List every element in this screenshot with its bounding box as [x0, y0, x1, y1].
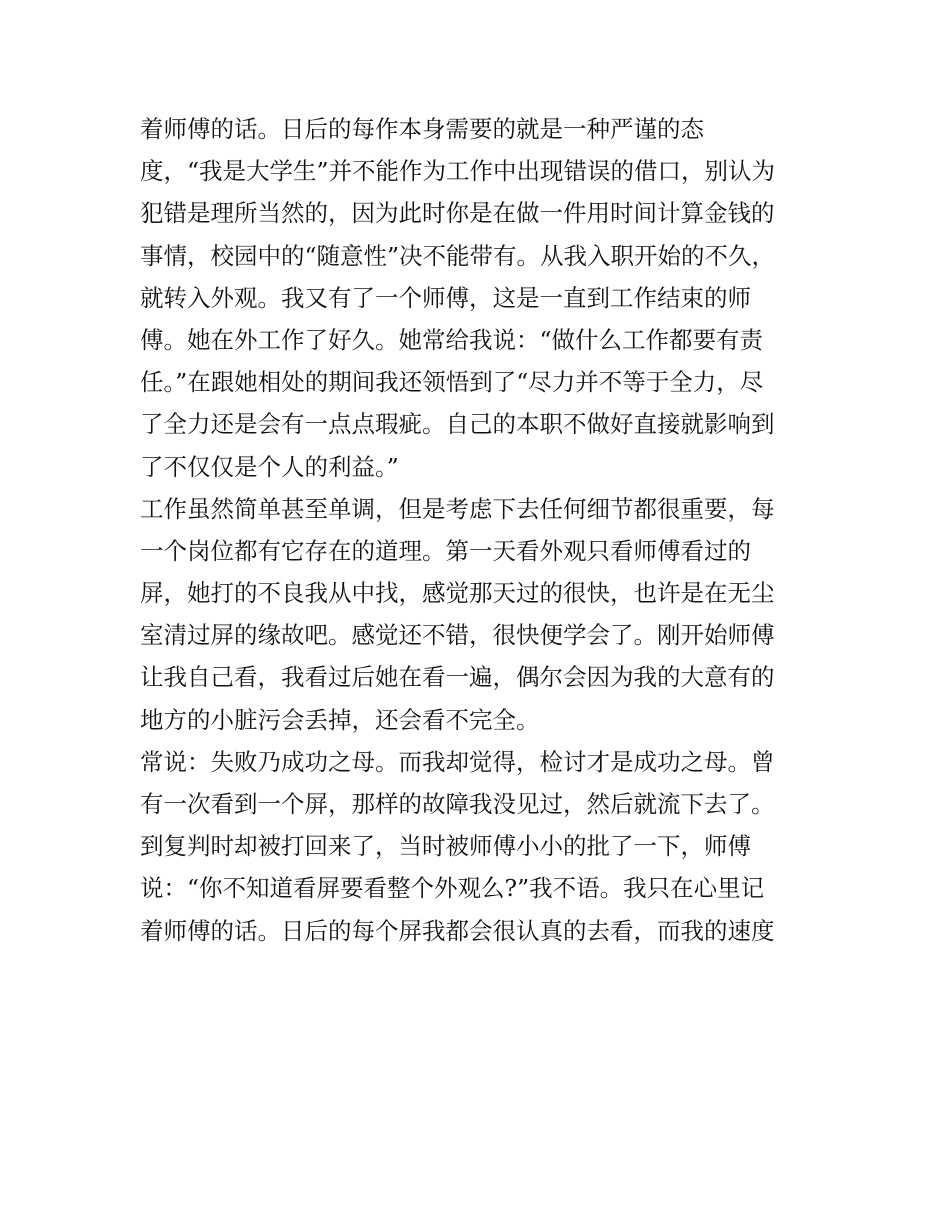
- text-line: 工作虽然简单甚至单调，但是考虑下去任何细节都很重要，每: [140, 494, 775, 523]
- text-line: 一个岗位都有它存在的道理。第一天看外观只看师傅看过的: [140, 536, 751, 565]
- text-line: 地方的小脏污会丢掉，还会看不完全。: [140, 705, 540, 734]
- text-line: 着师傅的话。日后的每作本身需要的就是一种严谨的态: [140, 115, 704, 143]
- text-line: 犯错是理所当然的，因为此时你是在做一件用时间计算金钱的: [140, 199, 775, 228]
- text-line: 事情，校园中的“随意性”决不能带有。从我入职开始的不久，: [140, 241, 776, 270]
- text-line: 到复判时却被打回来了，当时被师傅小小的批了一下，师傅: [140, 832, 751, 861]
- text-line: 有一次看到一个屏，那样的故障我没见过，然后就流下去了。: [140, 790, 775, 818]
- body-text: [140, 108, 820, 952]
- text-line: 室清过屏的缘故吧。感觉还不错，很快便学会了。刚开始师傅: [140, 621, 775, 650]
- text-line: 傅。她在外工作了好久。她常给我说：“做什么工作都要有责: [140, 325, 764, 354]
- text-line: 屏，她打的不良我从中找，感觉那天过的很快，也许是在无尘: [140, 579, 775, 608]
- text-line: 任。”在跟她相处的期间我还领悟到了“尽力并不等于全力，尽: [140, 368, 764, 397]
- text-line: 就转入外观。我又有了一个师傅，这是一直到工作结束的师: [140, 283, 751, 312]
- text-line: 了不仅仅是个人的利益。”: [140, 452, 399, 481]
- text-line: 常说：失败乃成功之母。而我却觉得，检讨才是成功之母。曾: [140, 747, 775, 776]
- text-line: 说：“你不知道看屏要看整个外观么?”我不语。我只在心里记: [140, 874, 765, 903]
- text-line: 着师傅的话。日后的每个屏我都会很认真的去看，而我的速度: [140, 916, 775, 945]
- text-line: 度，“我是大学生”并不能作为工作中出现错误的借口，别认为: [140, 157, 776, 186]
- text-line: 让我自己看，我看过后她在看一遍，偶尔会因为我的大意有的: [140, 663, 775, 692]
- text-line: 了全力还是会有一点点瑕疵。自己的本职不做好直接就影响到: [140, 410, 775, 439]
